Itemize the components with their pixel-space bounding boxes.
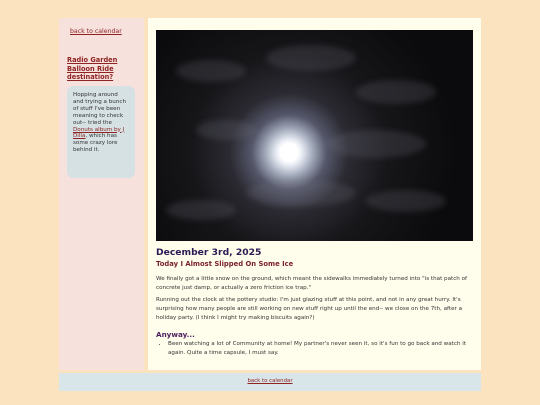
- moon-photo: [156, 30, 473, 241]
- back-to-calendar-link[interactable]: back to calendar: [70, 28, 122, 35]
- sidebar-note-box: [67, 86, 135, 178]
- footer: [59, 373, 481, 391]
- post-paragraph: We finally got a little snow on the ground, which meant the sidewalks immediately turned into "is that patch of concrete just damp, or actually a zero friction ice trap.": [156, 276, 468, 291]
- post-date: December 3rd, 2025: [156, 247, 262, 258]
- main-content: [148, 18, 481, 370]
- sidebar-note-text-end: , which has some crazy lore behind it.: [73, 133, 118, 154]
- page-frame: [59, 18, 481, 370]
- post-paragraph: Running out the clock at the pottery studio: I'm just glazing stuff at this point, and not in any great hurry. It's surprising how many people are still working on new stuff right up until the end-- we close on the 7th, after a holiday party. (I think I might try making biscuits again?): [156, 297, 463, 321]
- donuts-album-link[interactable]: Donuts album by J Dilla: [73, 126, 125, 140]
- sidebar-note-text: Hopping around and trying a bunch of stuff I've been meaning to check out-- tried the: [73, 92, 127, 126]
- sidebar-feature-title[interactable]: Radio Garden Balloon Ride destination?: [67, 56, 118, 82]
- list-item: • Been watching a lot of Community at home! My partner's never seen it, so it's fun to go back and watch it again. Quite a time capsule, I must say.: [168, 340, 474, 357]
- post-title: Today I Almost Slipped On Some Ice: [156, 260, 294, 268]
- post-subheading: Anyway...: [156, 330, 195, 339]
- sidebar: [59, 18, 144, 370]
- post-list: [156, 340, 474, 357]
- footer-back-to-calendar-link[interactable]: back to calendar: [247, 378, 293, 384]
